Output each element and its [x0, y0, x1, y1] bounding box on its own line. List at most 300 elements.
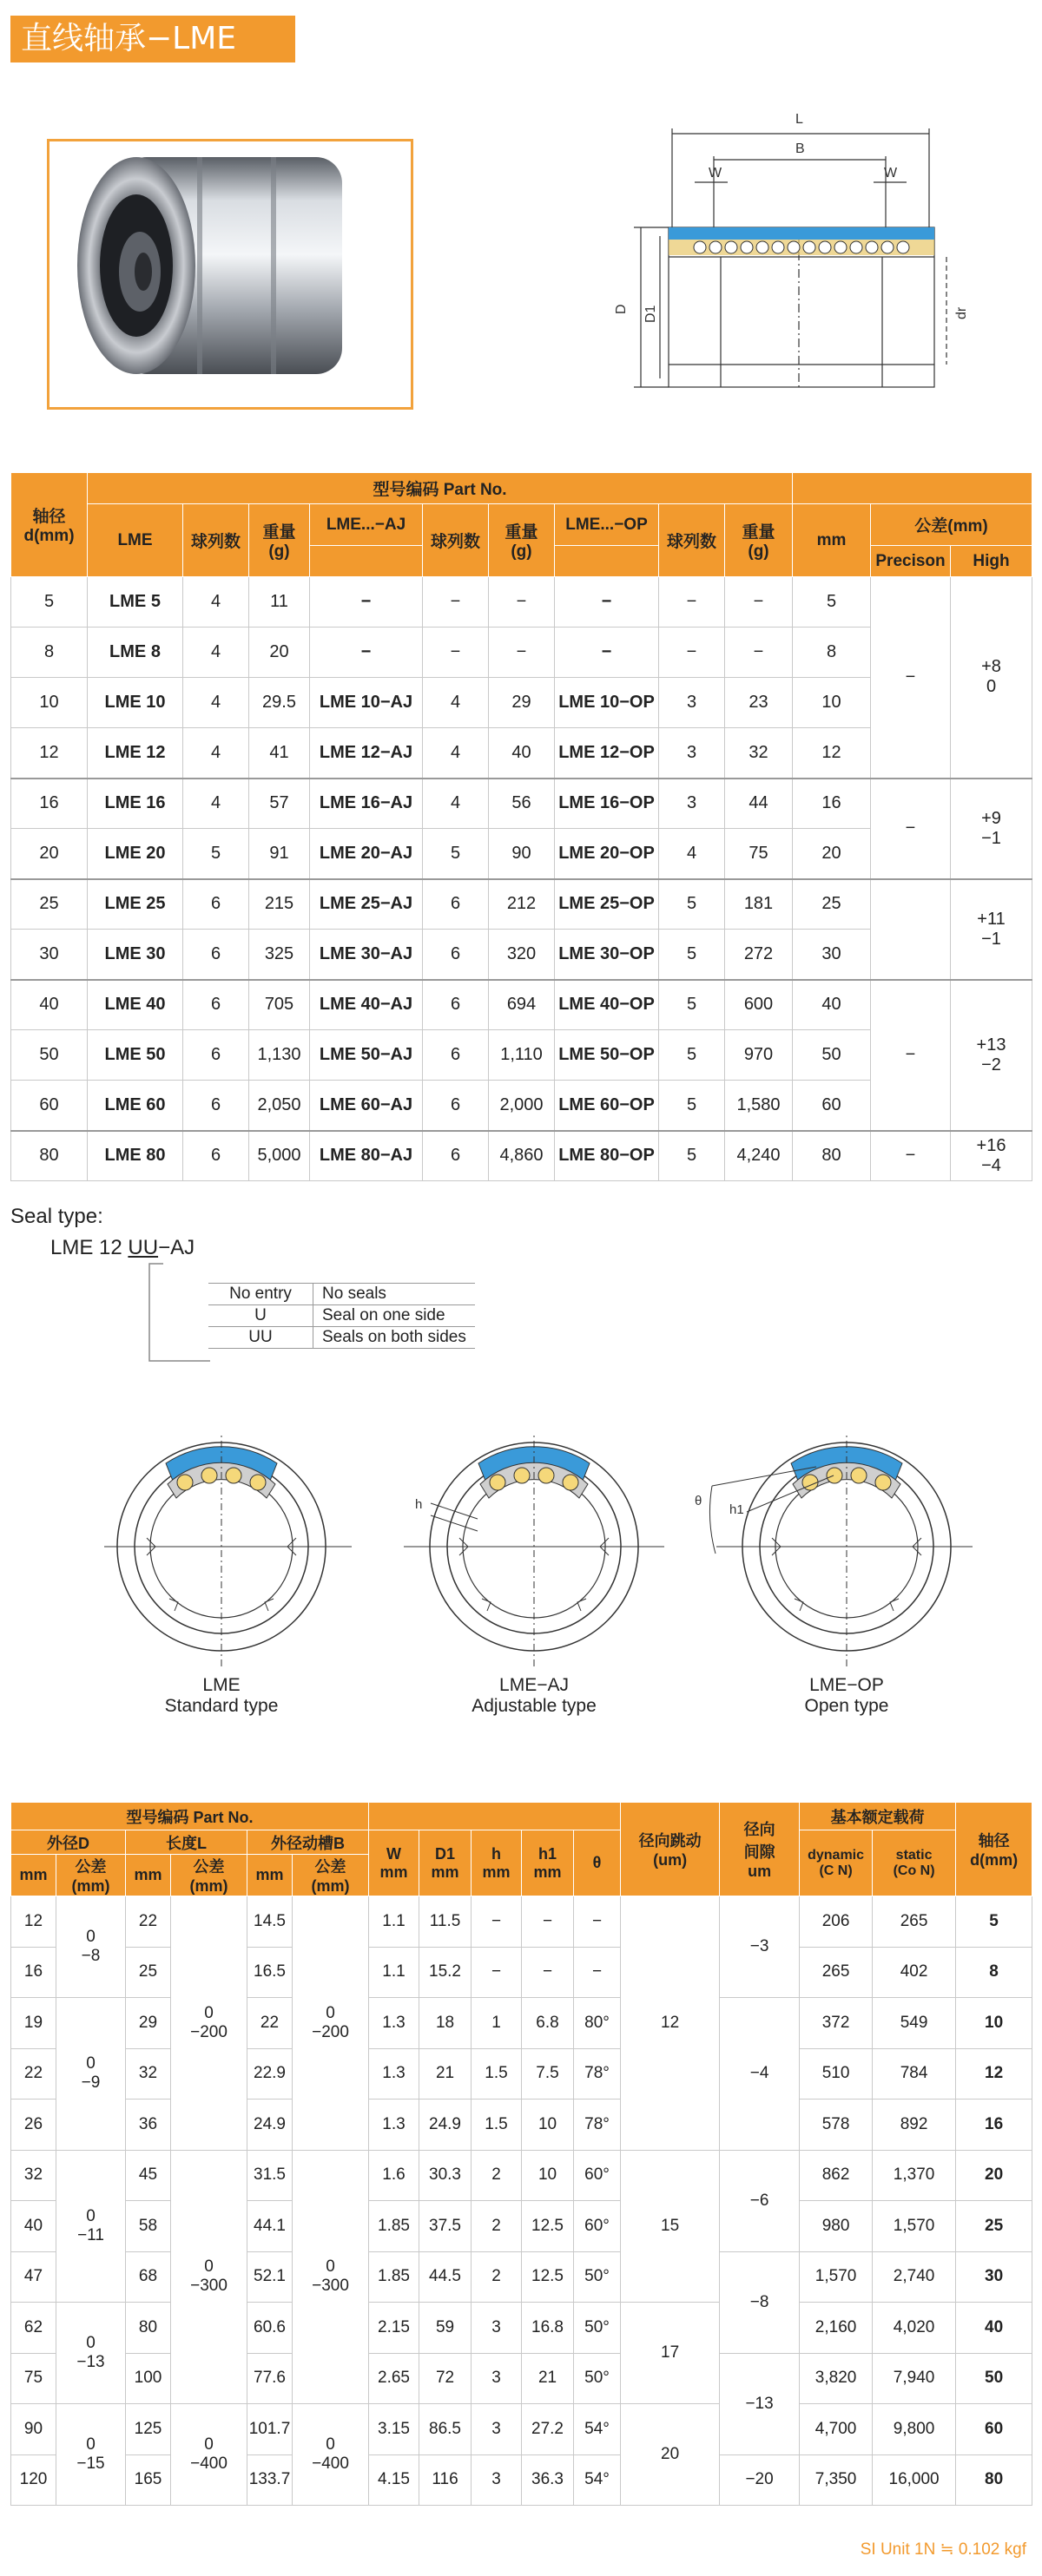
table1-cell: 1,580 [725, 1081, 793, 1131]
table1-cell: LME 60−AJ [310, 1081, 423, 1131]
table2-row [11, 2100, 1032, 2151]
th-balls-op: 球列数 [659, 504, 725, 577]
table2-row [11, 1896, 1032, 1948]
length-tol-cell: 0 −200 [171, 1896, 247, 2151]
length-cell: 125 [126, 2404, 171, 2455]
th-weight-op: 重量 (g) [725, 504, 793, 577]
static-load-cell: 1,570 [873, 2201, 956, 2252]
high-tolerance-cell: +9 −1 [951, 779, 1032, 879]
table1-cell: LME 40−AJ [310, 980, 423, 1030]
table1-cell: 4 [183, 779, 249, 829]
table1-cell: LME 80−AJ [310, 1131, 423, 1181]
D1-cell: 37.5 [419, 2201, 472, 2252]
table1-cell: LME 60−OP [555, 1081, 659, 1131]
table1-cell: LME 80 [88, 1131, 183, 1181]
length-cell: 58 [126, 2201, 171, 2252]
table1-cell: 6 [183, 1030, 249, 1081]
table1-cell: 16 [11, 779, 88, 829]
precision-cell [871, 879, 951, 980]
table1-cell: LME 60 [88, 1081, 183, 1131]
high-tolerance-cell: +11 −1 [951, 879, 1032, 980]
static-load-cell: 7,940 [873, 2353, 956, 2404]
D1-cell: 15.2 [419, 1947, 472, 1998]
table1-cell: 705 [249, 980, 310, 1030]
shaft-cell: 50 [956, 2353, 1032, 2404]
table1-cell: 50 [793, 1030, 871, 1081]
table1-cell: 12 [11, 728, 88, 779]
seal-code: U [208, 1305, 313, 1327]
od-cell: 19 [11, 1998, 56, 2049]
table1-cell: 91 [249, 829, 310, 879]
W-cell: 1.3 [369, 2048, 419, 2100]
table1-cell: 5 [659, 1131, 725, 1181]
table1-cell: 44 [725, 779, 793, 829]
th2-runout: 径向跳动 (um) [621, 1803, 720, 1896]
table1-cell: − [725, 628, 793, 678]
table1-cell: − [555, 628, 659, 678]
table1-cell: 75 [725, 829, 793, 879]
length-tol-cell: 0 −400 [171, 2404, 247, 2506]
table1-cell: 3 [659, 728, 725, 779]
precision-cell: − [871, 980, 951, 1131]
runout-cell: 20 [621, 2404, 720, 2506]
th2-load: 基本额定载荷 [800, 1803, 956, 1830]
table1-cell: 6 [423, 980, 489, 1030]
th2-clearance: 径向 间隙 um [720, 1803, 800, 1896]
table1-cell: 90 [489, 829, 555, 879]
W-cell: 1.3 [369, 2100, 419, 2151]
table1-cell: 1,130 [249, 1030, 310, 1081]
table1-cell: LME 10 [88, 678, 183, 728]
table1-cell: 10 [11, 678, 88, 728]
type-name: LME [202, 1675, 241, 1695]
groove-cell: 101.7 [247, 2404, 293, 2455]
dynamic-load-cell: 4,700 [800, 2404, 873, 2455]
table1-cell: 20 [249, 628, 310, 678]
table1-cell: 4,240 [725, 1131, 793, 1181]
section-drawing [538, 104, 990, 417]
W-cell: 1.85 [369, 2251, 419, 2303]
dynamic-load-cell: 206 [800, 1896, 873, 1948]
label-h1: h1 [729, 1502, 744, 1517]
th2-od: 外径D [11, 1830, 126, 1855]
od-cell: 47 [11, 2251, 56, 2303]
table1-cell: 57 [249, 779, 310, 829]
table1-cell: LME 25−OP [555, 879, 659, 930]
label-h: h [415, 1497, 423, 1512]
W-cell: 2.15 [369, 2303, 419, 2354]
od-cell: 32 [11, 2150, 56, 2201]
D1-cell: 116 [419, 2454, 472, 2506]
linear-bearing-image [49, 141, 411, 407]
high-tolerance-cell: +13 −2 [951, 980, 1032, 1131]
table1-cell: 8 [793, 628, 871, 678]
th2-len-mm: mm [126, 1855, 171, 1896]
table1-cell: 4 [423, 779, 489, 829]
table1-cell: 1,110 [489, 1030, 555, 1081]
seal-example [50, 1236, 195, 1260]
table1-cell: 5 [659, 1081, 725, 1131]
th2-od-mm: mm [11, 1855, 56, 1896]
seal-desc: No seals [322, 1285, 386, 1303]
th-lme-aj: LME...−AJ [310, 504, 423, 546]
table1-cell: LME 16−OP [555, 779, 659, 829]
table1-cell: LME 20−AJ [310, 829, 423, 879]
clearance-cell: −4 [720, 1998, 800, 2151]
table2-row [11, 2251, 1032, 2303]
groove-cell: 133.7 [247, 2454, 293, 2506]
od-cell: 62 [11, 2303, 56, 2354]
od-cell: 26 [11, 2100, 56, 2151]
length-cell: 165 [126, 2454, 171, 2506]
th-weight-aj: 重量 (g) [489, 504, 555, 577]
lme-diagram [104, 1432, 352, 1666]
theta-cell: 60° [574, 2201, 621, 2252]
table1-cell: LME 5 [88, 577, 183, 628]
table1-cell: 6 [183, 879, 249, 930]
table1-cell: 4 [183, 678, 249, 728]
table1-cell: LME 50 [88, 1030, 183, 1081]
th-weight: 重量 (g) [249, 504, 310, 577]
type-name: LME−AJ [499, 1675, 569, 1695]
D1-cell: 30.3 [419, 2150, 472, 2201]
W-cell: 3.15 [369, 2404, 419, 2455]
h1-cell: 16.8 [522, 2303, 574, 2354]
table1-cell: 25 [793, 879, 871, 930]
th2-part-no: 型号编码 Part No. [11, 1803, 369, 1830]
th2-W: W mm [369, 1830, 419, 1896]
od-tol-cell: 0 −13 [56, 2303, 126, 2404]
clearance-cell: −13 [720, 2353, 800, 2454]
od-tol-cell: 0 −9 [56, 1998, 126, 2151]
table1-cell: − [555, 577, 659, 628]
table1-cell: LME 40 [88, 980, 183, 1030]
length-cell: 68 [126, 2251, 171, 2303]
type-name: LME−OP [809, 1675, 884, 1695]
dynamic-load-cell: 578 [800, 2100, 873, 2151]
dimension-table [10, 1802, 1032, 2506]
table1-cell: 5 [11, 577, 88, 628]
groove-cell: 52.1 [247, 2251, 293, 2303]
table1-cell: 40 [11, 980, 88, 1030]
groove-cell: 22.9 [247, 2048, 293, 2100]
groove-tol-cell: 0 −300 [293, 2150, 369, 2404]
table1-cell: LME 30−AJ [310, 930, 423, 980]
th-mm: mm [793, 504, 871, 577]
table1-cell: 4 [659, 829, 725, 879]
D1-cell: 59 [419, 2303, 472, 2354]
h1-cell: 12.5 [522, 2251, 574, 2303]
table1-cell: 12 [793, 728, 871, 779]
table2-row [11, 2404, 1032, 2455]
table1-cell: − [310, 577, 423, 628]
od-tol-cell: 0 −15 [56, 2404, 126, 2506]
table1-cell: − [489, 628, 555, 678]
od-cell: 75 [11, 2353, 56, 2404]
table1-cell: − [725, 577, 793, 628]
groove-cell: 16.5 [247, 1947, 293, 1998]
table1-row [11, 577, 1032, 628]
product-photo-frame [47, 139, 413, 410]
table1-cell: 6 [423, 879, 489, 930]
h-cell: 1 [472, 1998, 522, 2049]
type-desc: Open type [804, 1696, 889, 1716]
theta-cell: 54° [574, 2454, 621, 2506]
D1-cell: 11.5 [419, 1896, 472, 1948]
table1-cell: LME 20−OP [555, 829, 659, 879]
clearance-cell: −20 [720, 2454, 800, 2506]
D1-cell: 44.5 [419, 2251, 472, 2303]
length-cell: 29 [126, 1998, 171, 2049]
static-load-cell: 402 [873, 1947, 956, 1998]
table2-row [11, 2048, 1032, 2100]
dynamic-load-cell: 980 [800, 2201, 873, 2252]
th2-length: 长度L [126, 1830, 247, 1855]
table1-row [11, 980, 1032, 1030]
th-part-no: 型号编码 Part No. [88, 473, 793, 504]
th2-od-tol: 公差 (mm) [56, 1855, 126, 1896]
th2-theta: θ [574, 1830, 621, 1896]
table1-cell: 5 [659, 1030, 725, 1081]
length-tol-cell: 0 −300 [171, 2150, 247, 2404]
theta-cell: 78° [574, 2048, 621, 2100]
h1-cell: − [522, 1947, 574, 1998]
D1-cell: 72 [419, 2353, 472, 2404]
theta-cell: − [574, 1896, 621, 1948]
table1-cell: 29 [489, 678, 555, 728]
W-cell: 1.85 [369, 2201, 419, 2252]
th2-dynamic: dynamic (C N) [800, 1830, 873, 1896]
seal-type-title: Seal type: [10, 1205, 103, 1228]
table1-cell: 5,000 [249, 1131, 310, 1181]
th-shaft: 轴径 d(mm) [11, 473, 88, 577]
table1-cell: 325 [249, 930, 310, 980]
length-cell: 25 [126, 1947, 171, 1998]
table1-cell: 5 [423, 829, 489, 879]
table1-cell: LME 8 [88, 628, 183, 678]
table1-cell: 6 [183, 1081, 249, 1131]
D1-cell: 86.5 [419, 2404, 472, 2455]
theta-cell: 78° [574, 2100, 621, 2151]
table1-cell: 3 [659, 779, 725, 829]
th2-shaft: 轴径 d(mm) [956, 1803, 1032, 1896]
dynamic-load-cell: 2,160 [800, 2303, 873, 2354]
table1-cell: − [423, 628, 489, 678]
table1-cell: 320 [489, 930, 555, 980]
h-cell: 2 [472, 2201, 522, 2252]
runout-cell: 15 [621, 2150, 720, 2303]
unit-note: SI Unit 1N ≒ 0.102 kgf [860, 2540, 1026, 2559]
od-cell: 12 [11, 1896, 56, 1948]
table1-cell: LME 20 [88, 829, 183, 879]
dynamic-load-cell: 372 [800, 1998, 873, 2049]
theta-cell: 50° [574, 2303, 621, 2354]
static-load-cell: 1,370 [873, 2150, 956, 2201]
seal-bracket [146, 1260, 215, 1364]
theta-cell: − [574, 1947, 621, 1998]
page-title: 直线轴承−LME [10, 16, 295, 62]
table1-cell: 3 [659, 678, 725, 728]
static-load-cell: 549 [873, 1998, 956, 2049]
length-cell: 100 [126, 2353, 171, 2404]
h1-cell: 27.2 [522, 2404, 574, 2455]
table1-row [11, 879, 1032, 930]
shaft-cell: 8 [956, 1947, 1032, 1998]
static-load-cell: 892 [873, 2100, 956, 2151]
static-load-cell: 2,740 [873, 2251, 956, 2303]
table1-cell: 6 [183, 930, 249, 980]
theta-cell: 50° [574, 2251, 621, 2303]
W-cell: 1.6 [369, 2150, 419, 2201]
table1-cell: 40 [489, 728, 555, 779]
dynamic-load-cell: 862 [800, 2150, 873, 2201]
table1-cell: 2,050 [249, 1081, 310, 1131]
th2-D1: D1 mm [419, 1830, 472, 1896]
label-W-right: W [884, 166, 898, 181]
h-cell: 3 [472, 2454, 522, 2506]
shaft-cell: 60 [956, 2404, 1032, 2455]
table1-cell: LME 25−AJ [310, 879, 423, 930]
shaft-cell: 5 [956, 1896, 1032, 1948]
table1-cell: LME 16 [88, 779, 183, 829]
shaft-cell: 25 [956, 2201, 1032, 2252]
th-precision: Precison [871, 546, 951, 577]
table1-cell: 29.5 [249, 678, 310, 728]
table1-cell: 5 [183, 829, 249, 879]
W-cell: 4.15 [369, 2454, 419, 2506]
h-cell: 2 [472, 2150, 522, 2201]
dynamic-load-cell: 3,820 [800, 2353, 873, 2404]
table1-cell: 40 [793, 980, 871, 1030]
label-D: D [614, 304, 629, 314]
h-cell: 3 [472, 2353, 522, 2404]
seal-code: UU [208, 1327, 313, 1349]
groove-cell: 31.5 [247, 2150, 293, 2201]
table1-cell: 694 [489, 980, 555, 1030]
th2-len-tol: 公差 (mm) [171, 1855, 247, 1896]
table1-cell: LME 12−AJ [310, 728, 423, 779]
static-load-cell: 16,000 [873, 2454, 956, 2506]
od-cell: 22 [11, 2048, 56, 2100]
table1-cell: − [659, 628, 725, 678]
table1-cell: 30 [793, 930, 871, 980]
table1-row [11, 779, 1032, 829]
table1-cell: LME 12−OP [555, 728, 659, 779]
h1-cell: 6.8 [522, 1998, 574, 2049]
h1-cell: 36.3 [522, 2454, 574, 2506]
label-W-left: W [709, 166, 722, 181]
precision-cell: − [871, 779, 951, 879]
W-cell: 1.3 [369, 1998, 419, 2049]
label-D1: D1 [643, 305, 658, 323]
groove-cell: 14.5 [247, 1896, 293, 1948]
seal-example-prefix: LME 12 [50, 1236, 129, 1259]
theta-cell: 50° [574, 2353, 621, 2404]
th2-h1: h1 mm [522, 1830, 574, 1896]
shaft-cell: 80 [956, 2454, 1032, 2506]
table1-cell: 60 [11, 1081, 88, 1131]
type-caption-lme [130, 1675, 313, 1717]
table1-cell: 20 [11, 829, 88, 879]
table1-cell: 56 [489, 779, 555, 829]
groove-cell: 77.6 [247, 2353, 293, 2404]
W-cell: 1.1 [369, 1947, 419, 1998]
table1-cell: 970 [725, 1030, 793, 1081]
table1-cell: − [423, 577, 489, 628]
dynamic-load-cell: 510 [800, 2048, 873, 2100]
table1-cell: 181 [725, 879, 793, 930]
table1-cell: 212 [489, 879, 555, 930]
seal-example-suffix: −AJ [158, 1236, 195, 1259]
precision-cell: − [871, 1131, 951, 1181]
clearance-cell: −3 [720, 1896, 800, 1998]
table1-cell: 6 [423, 1030, 489, 1081]
table1-row [11, 1131, 1032, 1181]
h-cell: − [472, 1896, 522, 1948]
table1-cell: LME 80−OP [555, 1131, 659, 1181]
table1-cell: 4 [423, 678, 489, 728]
table1-cell: 6 [423, 1131, 489, 1181]
type-desc: Adjustable type [472, 1696, 597, 1716]
shaft-cell: 10 [956, 1998, 1032, 2049]
length-cell: 32 [126, 2048, 171, 2100]
shaft-cell: 12 [956, 2048, 1032, 2100]
groove-cell: 44.1 [247, 2201, 293, 2252]
part-number-table [10, 472, 1032, 1181]
table1-cell: − [659, 577, 725, 628]
h1-cell: 12.5 [522, 2201, 574, 2252]
table1-cell: 4 [183, 577, 249, 628]
seal-example-code: UU [128, 1236, 159, 1259]
table1-cell: 4 [423, 728, 489, 779]
table2-row [11, 1998, 1032, 2049]
table1-cell: 16 [793, 779, 871, 829]
table1-cell: 215 [249, 879, 310, 930]
table1-cell: LME 16−AJ [310, 779, 423, 829]
table1-cell: 30 [11, 930, 88, 980]
table1-cell: − [489, 577, 555, 628]
table1-cell: LME 40−OP [555, 980, 659, 1030]
seal-desc: Seals on both sides [322, 1328, 466, 1346]
h-cell: − [472, 1947, 522, 1998]
type-caption-lme-aj [443, 1675, 625, 1717]
W-cell: 1.1 [369, 1896, 419, 1948]
h1-cell: − [522, 1896, 574, 1948]
od-cell: 120 [11, 2454, 56, 2506]
table1-cell: 41 [249, 728, 310, 779]
table1-cell: − [310, 628, 423, 678]
length-cell: 45 [126, 2150, 171, 2201]
high-tolerance-cell: +8 0 [951, 577, 1032, 779]
lme-aj-diagram [404, 1432, 664, 1666]
table1-cell: LME 50−OP [555, 1030, 659, 1081]
od-cell: 90 [11, 2404, 56, 2455]
clearance-cell: −8 [720, 2251, 800, 2353]
th-lme: LME [88, 504, 183, 577]
table2-row [11, 2303, 1032, 2354]
table1-cell: 10 [793, 678, 871, 728]
type-desc: Standard type [164, 1696, 279, 1716]
groove-cell: 60.6 [247, 2303, 293, 2354]
table1-cell: 5 [659, 980, 725, 1030]
th-high: High [951, 546, 1032, 577]
dynamic-load-cell: 7,350 [800, 2454, 873, 2506]
h1-cell: 21 [522, 2353, 574, 2404]
table1-cell: 80 [11, 1131, 88, 1181]
groove-cell: 24.9 [247, 2100, 293, 2151]
table2-row [11, 2201, 1032, 2252]
precision-cell: − [871, 577, 951, 779]
